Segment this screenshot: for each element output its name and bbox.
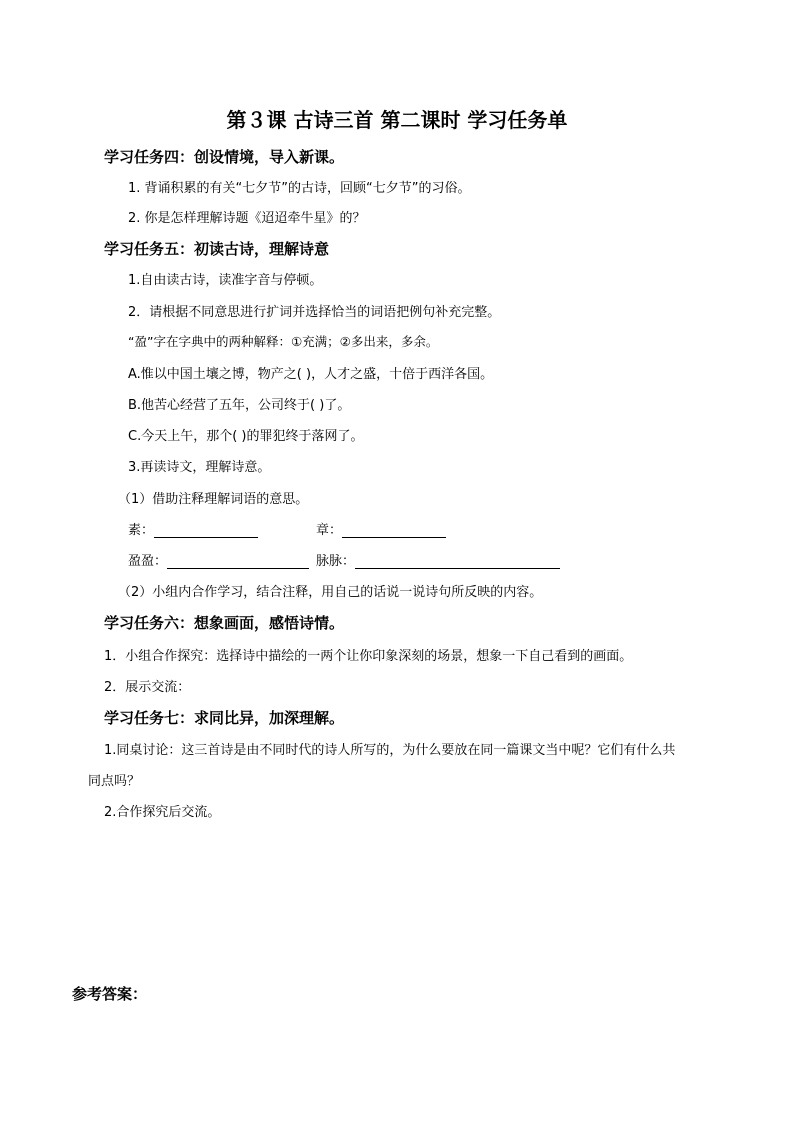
task4-item-2: 2. 你是怎样理解诗题《迢迢牵牛星》的？: [128, 211, 366, 226]
task5-item-2: 2．请根据不同意思进行扩词并选择恰当的词语把例句补充完整。: [128, 305, 501, 320]
task7-item-2: 2.合作探究后交流。: [104, 805, 221, 820]
word-zhang-row: [316, 519, 446, 538]
task4-item-1: 1. 背诵积累的有关“七夕节”的古诗，回顾“七夕节”的习俗。: [128, 181, 471, 196]
answer-label: 参考答案：: [72, 985, 148, 1003]
word-zhang-label: 章：: [316, 523, 343, 538]
page-title: 第３课 古诗三首 第二课时 学习任务单: [226, 108, 568, 132]
task5-item-3: 3.再读诗文，理解诗意。: [128, 460, 271, 475]
word-su-blank[interactable]: [154, 523, 258, 538]
ying-definition: “盈”字在字典中的两种解释：①充满；②多出来，多余。: [128, 334, 439, 349]
task5-sub-1: （1）借助注释理解词语的意思。: [118, 492, 309, 507]
task5-heading: 学习任务五：初读古诗，理解诗意: [104, 240, 330, 258]
word-zhang-blank[interactable]: [342, 523, 446, 538]
sentence-c: C.今天上午，那个( )的罪犯终于落网了。: [128, 429, 364, 444]
task7-item-1-line-2: 同点吗？: [88, 774, 141, 789]
word-yingying-row: [128, 550, 309, 569]
task7-item-1-line-1: 1.同桌讨论：这三首诗是由不同时代的诗人所写的，为什么要放在同一篇课文当中呢？它们有什么共: [104, 743, 676, 758]
task6-item-1: 1．小组合作探究：选择诗中描绘的一两个让你印象深刻的场景，想象一下自己看到的画面。: [104, 649, 633, 664]
task5-sub-2: （2）小组内合作学习，结合注释，用自己的话说一说诗句所反映的内容。: [118, 585, 543, 600]
sentence-b: B.他苦心经营了五年，公司终于( )了。: [128, 398, 351, 413]
task5-item-1: 1.自由读古诗，读准字音与停顿。: [128, 273, 323, 288]
task4-heading: 学习任务四：创设情境，导入新课。: [104, 148, 345, 166]
task7-heading: 学习任务七：求同比异，加深理解。: [104, 709, 345, 727]
word-su-label: 素：: [128, 523, 155, 538]
word-momo-row: [316, 550, 560, 569]
sentence-a: A.惟以中国土壤之博，物产之( )，人才之盛，十倍于西洋各国。: [128, 367, 494, 382]
task6-item-2: 2．展示交流：: [104, 680, 191, 695]
task6-heading: 学习任务六：想象画面，感悟诗情。: [104, 614, 345, 632]
word-su-row: [128, 519, 258, 538]
word-momo-label: 脉脉：: [316, 554, 356, 569]
word-yingying-label: 盈盈：: [128, 554, 168, 569]
word-yingying-blank[interactable]: [167, 554, 309, 569]
word-momo-blank[interactable]: [355, 554, 560, 569]
